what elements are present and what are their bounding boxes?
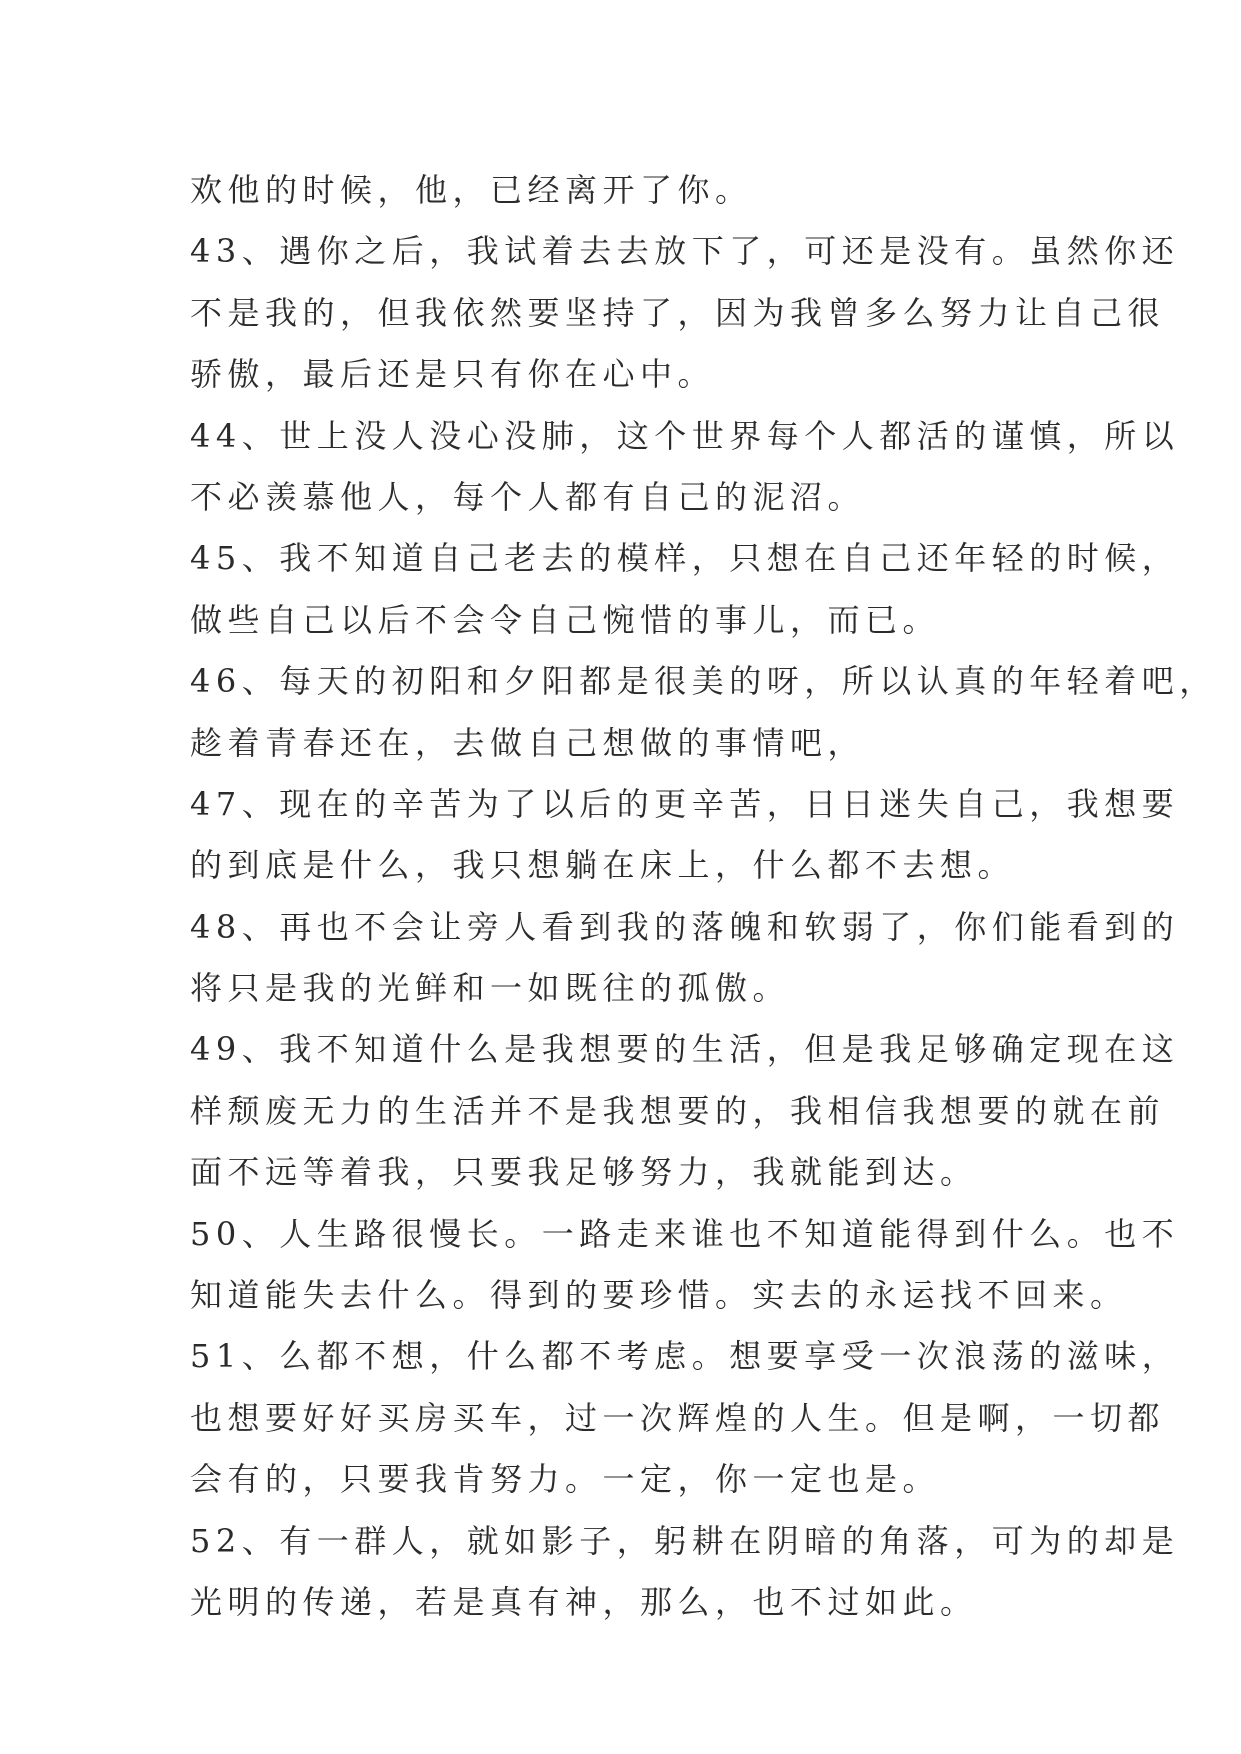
- text-line: 趁着青春还在，去做自己想做的事情吧，: [190, 723, 866, 762]
- text-line: 知道能失去什么。得到的要珍惜。实去的永运找不回来。: [190, 1276, 1128, 1315]
- text-line: 51、么都不想，什么都不考虑。想要享受一次浪荡的滋味，: [190, 1337, 1180, 1376]
- text-line: 45、我不知道自己老去的模样，只想在自己还年轻的时候，: [190, 539, 1180, 578]
- text-line: 面不远等着我，只要我足够努力，我就能到达。: [190, 1153, 978, 1192]
- text-line: 52、有一群人，就如影子，躬耕在阴暗的角落，可为的却是: [190, 1521, 1180, 1560]
- text-line: 的到底是什么，我只想躺在床上，什么都不去想。: [190, 846, 1016, 885]
- text-line: 会有的，只要我肯努力。一定，你一定也是。: [190, 1460, 941, 1499]
- text-line: 不是我的，但我依然要坚持了，因为我曾多么努力让自己很: [190, 293, 1166, 332]
- text-line: 49、我不知道什么是我想要的生活，但是我足够确定现在这: [190, 1030, 1180, 1069]
- text-line: 48、再也不会让旁人看到我的落魄和软弱了，你们能看到的: [190, 907, 1180, 946]
- text-line: 47、现在的辛苦为了以后的更辛苦，日日迷失自己，我想要: [190, 784, 1180, 823]
- text-line: 做些自己以后不会令自己惋惜的事儿，而已。: [190, 600, 941, 639]
- text-line: 44、世上没人没心没肺，这个世界每个人都活的谨慎，所以: [190, 416, 1180, 455]
- text-line: 50、人生路很慢长。一路走来谁也不知道能得到什么。也不: [190, 1214, 1180, 1253]
- text-line: 欢他的时候，他，已经离开了你。: [190, 171, 753, 209]
- text-line: 43、遇你之后，我试着去去放下了，可还是没有。虽然你还: [190, 232, 1180, 271]
- text-line: 样颓废无力的生活并不是我想要的，我相信我想要的就在前: [190, 1091, 1166, 1130]
- text-line: 也想要好好买房买车，过一次辉煌的人生。但是啊，一切都: [190, 1398, 1166, 1437]
- body-text: [190, 160, 1217, 1633]
- text-line: 光明的传递，若是真有神，那么，也不过如此。: [190, 1582, 978, 1621]
- text-line: 不必羡慕他人，每个人都有自己的泥沼。: [190, 477, 866, 516]
- text-line: 骄傲，最后还是只有你在心中。: [190, 355, 716, 394]
- text-line: 将只是我的光鲜和一如既往的孤傲。: [190, 969, 791, 1008]
- text-line: 46、每天的初阳和夕阳都是很美的呀，所以认真的年轻着吧，: [190, 662, 1217, 701]
